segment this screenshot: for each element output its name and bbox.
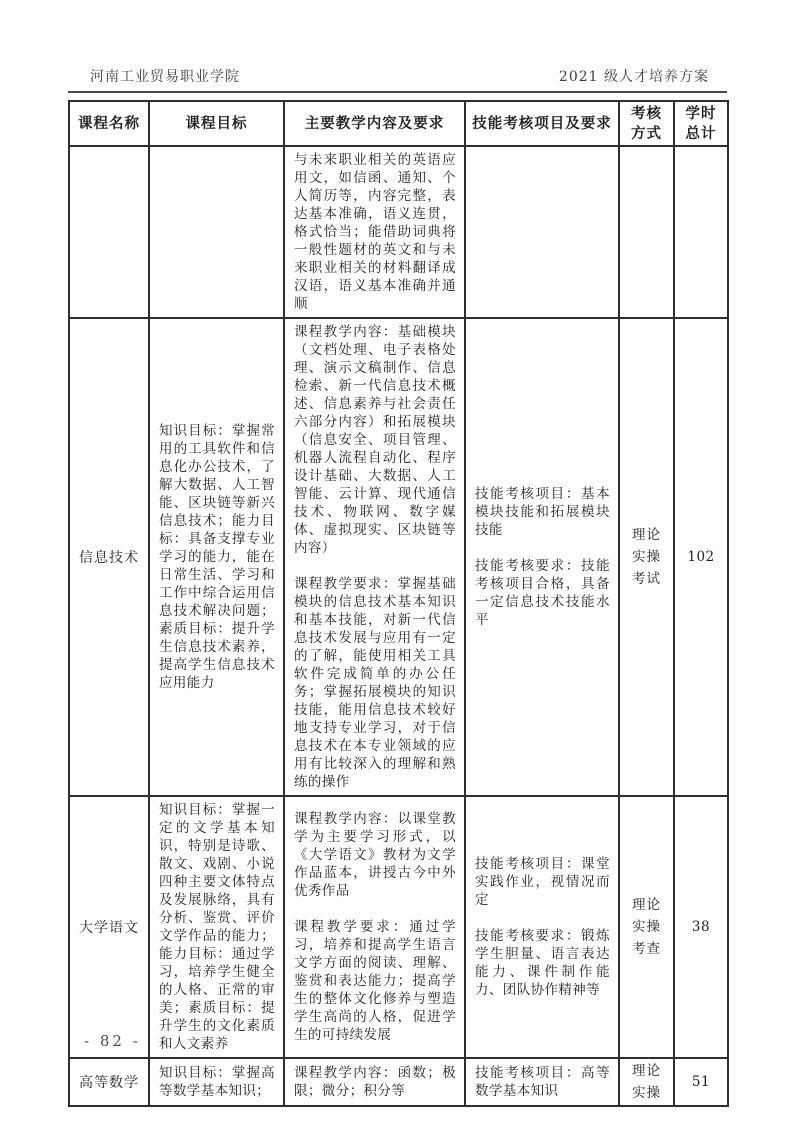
assessment-method-cell: 理论 实操 考查	[619, 796, 674, 1058]
plan-title: 2021 级人才培养方案	[558, 69, 709, 85]
skill-assessment-cell	[465, 796, 619, 1058]
header-assessment-method: 考核 方式	[619, 101, 674, 146]
total-hours-cell: 102	[674, 318, 728, 796]
total-hours-cell: 38	[674, 796, 728, 1058]
assessment-paragraph: 技能考核项目：高等数学基本知识	[475, 1065, 610, 1100]
total-hours-cell: 51	[674, 1058, 728, 1106]
content-paragraph: 课程教学内容：以课堂教学为主要学习形式，以《大学语文》教材为文学作品蓝本，讲授古今中外优秀作品	[294, 811, 456, 900]
teaching-content-cell	[284, 318, 465, 796]
assessment-paragraph: 技能考核要求：锻炼学生胆量、语言表达能力、课件制作能力、团队协作精神等	[475, 928, 610, 999]
assessment-method-cell: 理论 实操 考试	[619, 318, 674, 796]
school-name: 河南工业贸易职业学院	[90, 69, 240, 85]
course-objectives-cell: 知识目标：掌握一定的文学基本知识，特别是诗歌、散文、戏剧、小说四种主要文体特点及发展脉络，具有分析、鉴赏、评价文学作品的能力；能力目标：通过学习，培养学生健全的人格、正常的审美；素质目标：提升学生的文化素质和人文素养	[149, 796, 284, 1058]
assessment-method-cell	[619, 146, 674, 318]
curriculum-table	[68, 100, 729, 1107]
skill-assessment-cell	[465, 318, 619, 796]
page-number: - 82 -	[84, 1032, 141, 1050]
header-teaching-content: 主要教学内容及要求	[284, 101, 465, 146]
skill-assessment-cell	[465, 146, 619, 318]
course-name-cell	[69, 146, 149, 318]
teaching-content-cell	[284, 796, 465, 1058]
teaching-content-cell	[284, 146, 465, 318]
course-objectives-cell	[149, 146, 284, 318]
course-row-information-technology	[69, 318, 728, 796]
content-paragraph: 与未来职业相关的英语应用文，如信函、通知、个人简历等，内容完整，表达基本准确，语义连贯，格式恰当；能借助词典将一般性题材的英文和与未来职业相关的材料翻译成汉语，语义基本准确并通顺	[294, 152, 456, 313]
assessment-paragraph: 技能考核要求：技能考核项目合格，具备一定信息技术技能水平	[475, 558, 610, 629]
assessment-method-cell: 理论 实操	[619, 1058, 674, 1106]
header-course-objectives: 课程目标	[149, 101, 284, 146]
doc-header	[68, 66, 727, 93]
content-paragraph: 课程教学内容：基础模块（文档处理、电子表格处理、演示文稿制作、信息检索、新一代信息技术概述、信息素养与社会责任六部分内容）和拓展模块（信息安全、项目管理、机器人流程自动化、程序设计基础、大数据、人工智能、云计算、现代通信技术、物联网、数字媒体、虚拟现实、区块链等内容）	[294, 324, 456, 557]
course-objectives-cell: 知识目标：掌握常用的工具软件和信息化办公技术，了解大数据、人工智能、区块链等新兴信息技术；能力目标：具备支撑专业学习的能力，能在日常生活、学习和工作中综合运用信息技术解决问题；素质目标：提升学生信息技术素养，提高学生信息技术应用能力	[149, 318, 284, 796]
assessment-paragraph: 技能考核项目：课堂实践作业，视情况而定	[475, 856, 610, 909]
course-name-cell: 信息技术	[69, 318, 149, 796]
teaching-content-cell	[284, 1058, 465, 1106]
header-course-name: 课程名称	[69, 101, 149, 146]
content-paragraph: 课程教学内容：函数；极限；微分；积分等	[294, 1065, 456, 1100]
course-row-english-continued	[69, 146, 728, 318]
header-skill-assessment: 技能考核项目及要求	[465, 101, 619, 146]
course-name-cell: 高等数学	[69, 1058, 149, 1106]
table-header-row	[69, 101, 728, 146]
header-total-hours: 学时 总计	[674, 101, 728, 146]
course-row-college-chinese	[69, 796, 728, 1058]
course-name-cell: 大学语文	[69, 796, 149, 1058]
content-paragraph: 课程教学要求：掌握基础模块的信息技术基本知识和基本技能，对新一代信息技术发展与应用有一定的了解，能使用相关工具软件完成简单的办公任务；掌握拓展模块的知识技能，能用信息技术较好地支持专业学习，对于信息技术在本专业领域的应用有比较深入的理解和熟练的操作	[294, 576, 456, 791]
skill-assessment-cell	[465, 1058, 619, 1106]
assessment-paragraph: 技能考核项目：基本模块技能和拓展模块技能	[475, 486, 610, 539]
total-hours-cell	[674, 146, 728, 318]
content-paragraph: 课程教学要求：通过学习，培养和提高学生语言文学方面的阅读、理解、鉴赏和表达能力；提高学生的整体文化修养与塑造学生高尚的人格，促进学生的可持续发展	[294, 919, 456, 1044]
course-row-higher-mathematics	[69, 1058, 728, 1106]
course-objectives-cell: 知识目标：掌握高等数学基本知识；	[149, 1058, 284, 1106]
